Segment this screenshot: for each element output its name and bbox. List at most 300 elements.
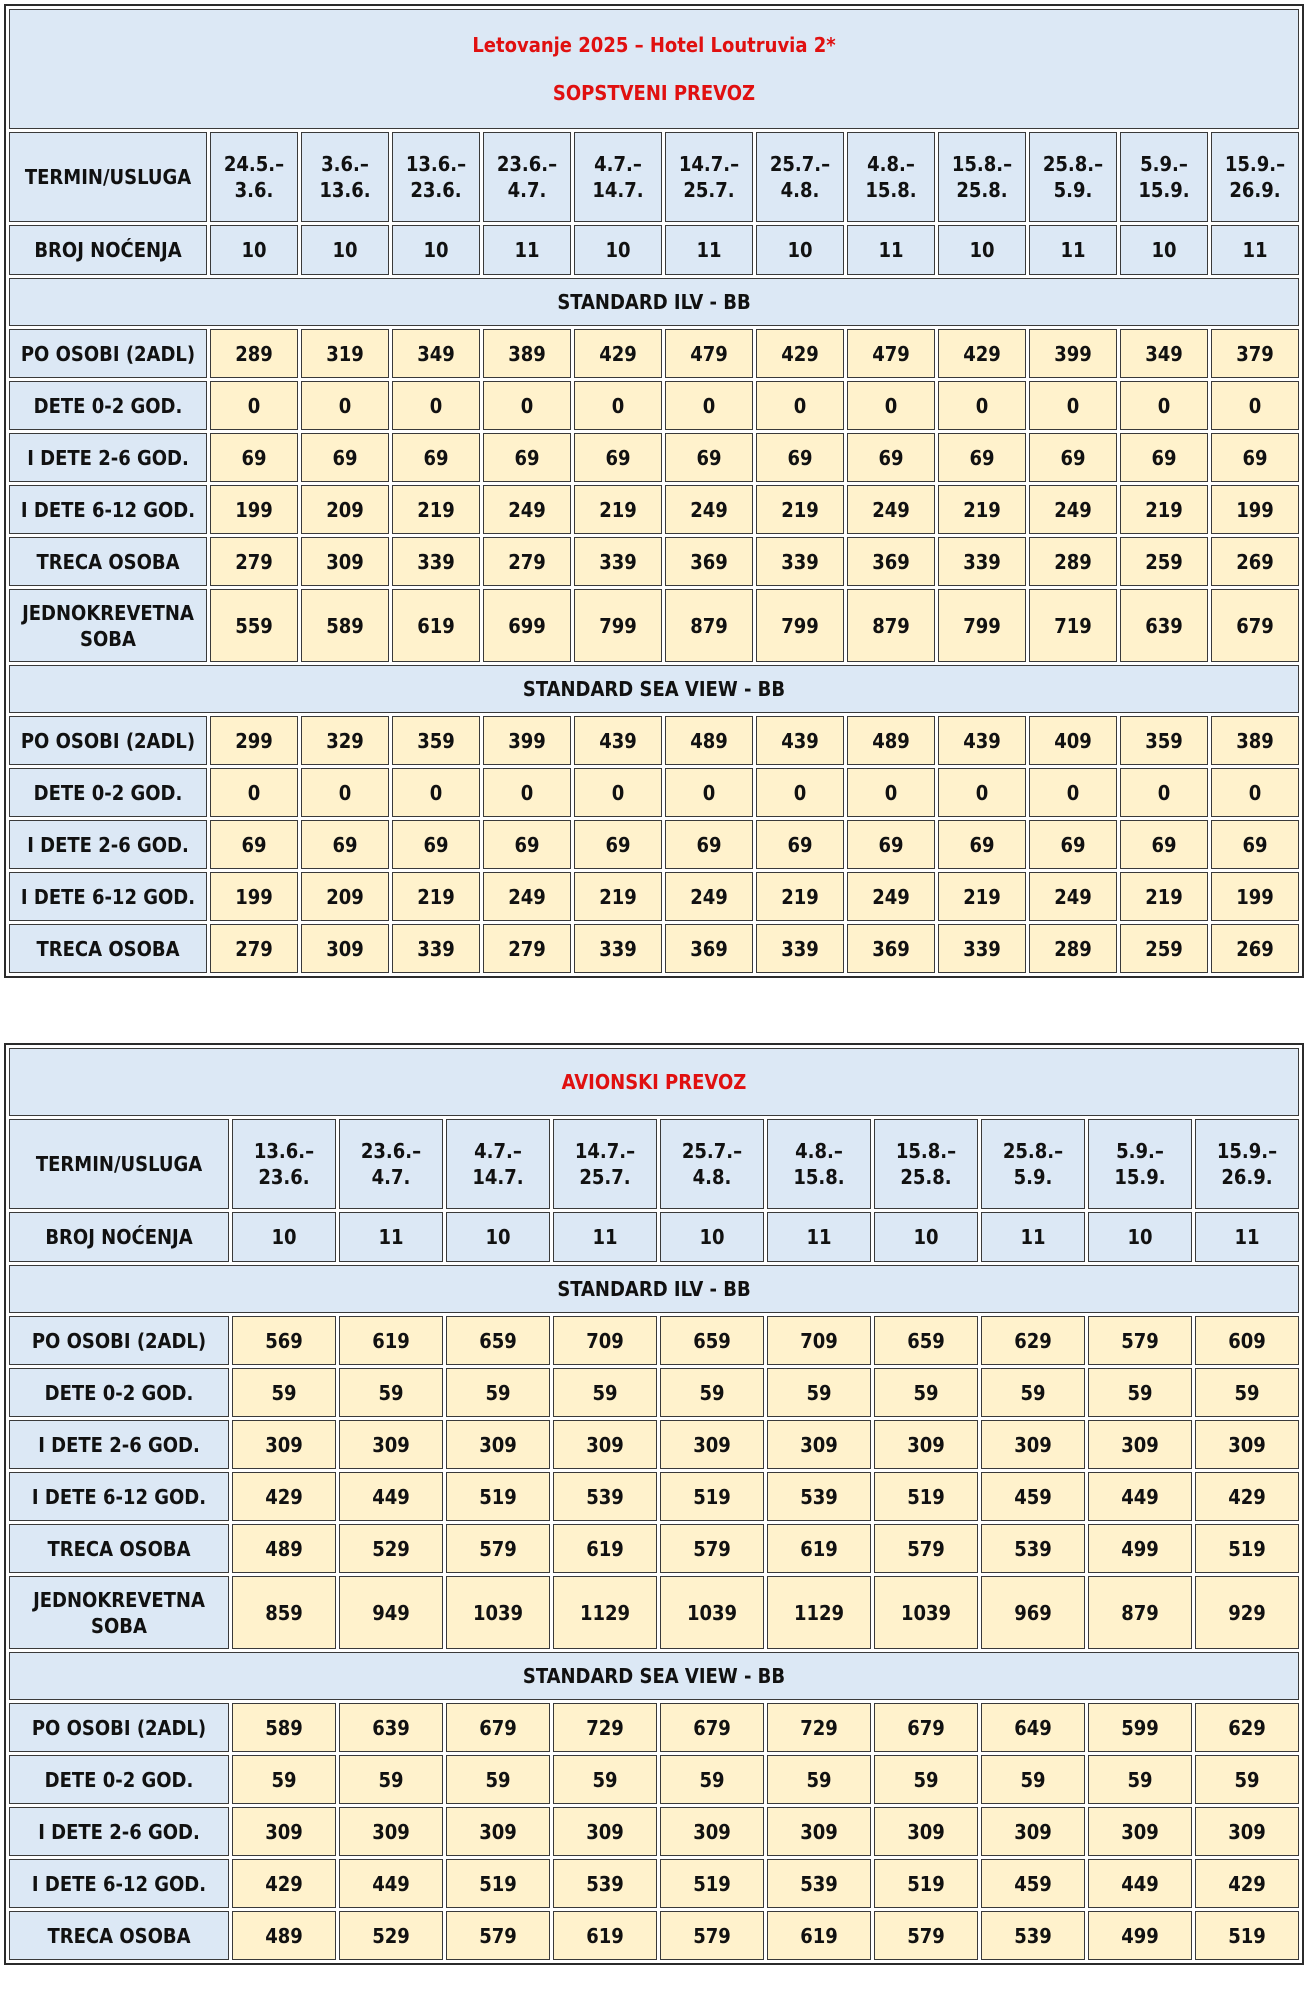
period-cell	[553, 1119, 657, 1209]
price-row	[9, 329, 1299, 378]
price-cell: 69	[1211, 433, 1299, 482]
period-end: 3.6.	[234, 178, 274, 202]
price-cell: 529	[339, 1911, 443, 1960]
row-label: PO OSOBI (2ADL)	[9, 329, 207, 378]
price-cell: 199	[1211, 872, 1299, 921]
price-cell: 59	[446, 1755, 550, 1804]
period-header-row	[9, 1119, 1299, 1209]
price-cell: 309	[553, 1420, 657, 1469]
period-cell	[1211, 132, 1299, 222]
price-cell: 339	[574, 924, 662, 973]
nights-cell: 11	[1029, 225, 1117, 275]
price-cell: 499	[1088, 1911, 1192, 1960]
price-cell: 539	[981, 1911, 1085, 1960]
section-header-row	[9, 665, 1299, 713]
price-cell: 529	[339, 1524, 443, 1573]
price-cell: 0	[574, 768, 662, 817]
price-cell: 1039	[446, 1576, 550, 1649]
price-cell: 349	[1120, 329, 1208, 378]
price-cell: 289	[210, 329, 298, 378]
period-end: 4.7.	[371, 1165, 411, 1189]
period-end: 25.8.	[900, 1165, 952, 1189]
period-start: 3.6.–	[321, 152, 369, 176]
price-cell: 0	[1029, 768, 1117, 817]
period-cell	[660, 1119, 764, 1209]
period-start: 5.9.–	[1140, 152, 1188, 176]
price-cell: 449	[1088, 1859, 1192, 1908]
price-cell: 799	[574, 589, 662, 662]
row-label: TRECA OSOBA	[9, 924, 207, 973]
period-end: 25.7.	[579, 1165, 631, 1189]
period-cell	[847, 132, 935, 222]
price-cell: 589	[232, 1703, 336, 1752]
row-label-line: JEDNOKREVETNA	[22, 600, 194, 625]
price-cell: 59	[232, 1368, 336, 1417]
price-cell: 309	[301, 924, 389, 973]
price-cell: 309	[339, 1807, 443, 1856]
period-cell	[1029, 132, 1117, 222]
price-cell: 309	[767, 1807, 871, 1856]
price-cell: 289	[1029, 924, 1117, 973]
period-start: 15.8.–	[951, 152, 1013, 176]
title-row	[9, 1048, 1299, 1116]
price-cell: 439	[938, 716, 1026, 765]
price-row	[9, 485, 1299, 534]
period-end: 5.9.	[1053, 178, 1093, 202]
price-cell: 579	[660, 1524, 764, 1573]
price-cell: 0	[301, 381, 389, 430]
price-cell: 339	[756, 537, 844, 586]
price-cell: 69	[1029, 433, 1117, 482]
period-end: 15.9.	[1114, 1165, 1166, 1189]
price-cell: 799	[938, 589, 1026, 662]
price-row	[9, 381, 1299, 430]
price-cell: 499	[1088, 1524, 1192, 1573]
nights-cell: 11	[1195, 1212, 1299, 1262]
price-row	[9, 1807, 1299, 1856]
price-cell: 59	[660, 1368, 764, 1417]
price-cell: 429	[232, 1859, 336, 1908]
nights-cell: 10	[1088, 1212, 1192, 1262]
nights-cell: 10	[938, 225, 1026, 275]
period-cell	[665, 132, 753, 222]
price-cell: 219	[392, 872, 480, 921]
price-cell: 259	[1120, 924, 1208, 973]
price-cell: 339	[756, 924, 844, 973]
price-cell: 619	[767, 1524, 871, 1573]
price-cell: 339	[938, 924, 1026, 973]
price-cell: 539	[767, 1859, 871, 1908]
period-end: 23.6.	[258, 1165, 310, 1189]
price-row	[9, 1911, 1299, 1960]
price-cell: 519	[874, 1859, 978, 1908]
price-cell: 519	[660, 1859, 764, 1908]
price-cell: 219	[938, 872, 1026, 921]
price-row	[9, 1316, 1299, 1365]
nights-cell: 11	[553, 1212, 657, 1262]
price-cell: 0	[1120, 381, 1208, 430]
price-cell: 69	[392, 433, 480, 482]
period-start: 4.8.–	[867, 152, 915, 176]
price-row	[9, 1859, 1299, 1908]
period-start: 14.7.–	[678, 152, 740, 176]
nights-cell: 11	[767, 1212, 871, 1262]
price-cell: 59	[874, 1368, 978, 1417]
price-cell: 619	[392, 589, 480, 662]
transport-subtitle: SOPSTVENI PREVOZ	[552, 81, 756, 105]
price-cell: 459	[981, 1472, 1085, 1521]
price-cell: 69	[938, 820, 1026, 869]
price-cell: 479	[847, 329, 935, 378]
row-label: I DETE 2-6 GOD.	[9, 1420, 229, 1469]
row-label: PO OSOBI (2ADL)	[9, 1703, 229, 1752]
price-cell: 489	[665, 716, 753, 765]
price-cell: 709	[553, 1316, 657, 1365]
price-cell: 209	[301, 485, 389, 534]
price-cell: 0	[665, 381, 753, 430]
price-cell: 629	[981, 1316, 1085, 1365]
price-cell: 429	[756, 329, 844, 378]
price-cell: 269	[1211, 924, 1299, 973]
price-row	[9, 1420, 1299, 1469]
period-end: 13.6.	[319, 178, 371, 202]
nights-cell: 10	[660, 1212, 764, 1262]
price-cell: 879	[1088, 1576, 1192, 1649]
price-cell: 639	[339, 1703, 443, 1752]
period-start: 25.7.–	[769, 152, 831, 176]
price-cell: 649	[981, 1703, 1085, 1752]
price-cell: 0	[574, 381, 662, 430]
price-cell: 309	[660, 1420, 764, 1469]
price-cell: 69	[210, 433, 298, 482]
period-cell	[981, 1119, 1085, 1209]
room-type-title: STANDARD ILV - BB	[9, 1265, 1299, 1313]
period-end: 25.7.	[683, 178, 735, 202]
price-cell: 249	[483, 872, 571, 921]
period-cell	[210, 132, 298, 222]
period-end: 15.8.	[865, 178, 917, 202]
price-cell: 369	[665, 537, 753, 586]
price-cell: 429	[232, 1472, 336, 1521]
price-cell: 69	[574, 820, 662, 869]
price-cell: 439	[574, 716, 662, 765]
price-cell: 729	[553, 1703, 657, 1752]
section-header-row	[9, 278, 1299, 326]
period-end: 26.9.	[1229, 178, 1281, 202]
period-cell	[301, 132, 389, 222]
period-start: 5.9.–	[1116, 1139, 1164, 1163]
price-cell: 249	[483, 485, 571, 534]
row-label: DETE 0-2 GOD.	[9, 768, 207, 817]
row-label: TRECA OSOBA	[9, 537, 207, 586]
price-cell: 579	[874, 1911, 978, 1960]
price-cell: 249	[847, 872, 935, 921]
price-cell: 59	[339, 1368, 443, 1417]
price-cell: 69	[665, 820, 753, 869]
price-cell: 69	[301, 820, 389, 869]
period-cell	[574, 132, 662, 222]
period-cell	[1120, 132, 1208, 222]
price-cell: 309	[1195, 1420, 1299, 1469]
price-cell: 519	[660, 1472, 764, 1521]
price-cell: 519	[446, 1859, 550, 1908]
hotel-title: Letovanje 2025 – Hotel Loutruvia 2*	[472, 33, 836, 57]
price-cell: 709	[767, 1316, 871, 1365]
price-cell: 309	[874, 1807, 978, 1856]
price-cell: 369	[847, 537, 935, 586]
row-label: DETE 0-2 GOD.	[9, 1755, 229, 1804]
nights-cell: 10	[232, 1212, 336, 1262]
price-cell: 59	[553, 1368, 657, 1417]
price-cell: 69	[210, 820, 298, 869]
nights-cell: 10	[446, 1212, 550, 1262]
period-end: 25.8.	[956, 178, 1008, 202]
price-cell: 399	[483, 716, 571, 765]
price-cell: 219	[1120, 485, 1208, 534]
nights-cell: 10	[1120, 225, 1208, 275]
price-cell: 429	[574, 329, 662, 378]
price-row	[9, 1576, 1299, 1649]
price-cell: 349	[392, 329, 480, 378]
price-cell: 659	[660, 1316, 764, 1365]
row-label: I DETE 2-6 GOD.	[9, 433, 207, 482]
price-cell: 0	[938, 768, 1026, 817]
period-start: 25.7.–	[681, 1139, 743, 1163]
price-cell: 219	[1120, 872, 1208, 921]
price-cell: 579	[874, 1524, 978, 1573]
row-label: I DETE 2-6 GOD.	[9, 820, 207, 869]
price-cell: 59	[1195, 1755, 1299, 1804]
nights-cell: 11	[483, 225, 571, 275]
row-label: PO OSOBI (2ADL)	[9, 716, 207, 765]
price-cell: 369	[847, 924, 935, 973]
price-cell: 0	[1211, 381, 1299, 430]
price-cell: 319	[301, 329, 389, 378]
price-cell: 249	[665, 485, 753, 534]
price-cell: 579	[1088, 1316, 1192, 1365]
price-cell: 969	[981, 1576, 1085, 1649]
price-cell: 219	[574, 872, 662, 921]
price-cell: 309	[1195, 1807, 1299, 1856]
period-start: 23.6.–	[496, 152, 558, 176]
price-cell: 559	[210, 589, 298, 662]
price-table-air-transport	[4, 1043, 1304, 1965]
nights-row	[9, 225, 1299, 275]
price-cell: 489	[232, 1911, 336, 1960]
price-cell: 699	[483, 589, 571, 662]
price-cell: 309	[232, 1807, 336, 1856]
period-cell	[483, 132, 571, 222]
period-end: 23.6.	[410, 178, 462, 202]
price-cell: 1039	[874, 1576, 978, 1649]
nights-cell: 10	[574, 225, 662, 275]
price-cell: 309	[981, 1420, 1085, 1469]
price-cell: 0	[847, 768, 935, 817]
period-cell	[767, 1119, 871, 1209]
price-cell: 879	[665, 589, 753, 662]
price-cell: 539	[767, 1472, 871, 1521]
price-table-own-transport	[4, 4, 1304, 978]
price-cell: 309	[981, 1807, 1085, 1856]
table-title	[9, 1048, 1299, 1116]
price-cell: 729	[767, 1703, 871, 1752]
period-start: 4.7.–	[474, 1139, 522, 1163]
price-cell: 0	[392, 768, 480, 817]
price-cell: 619	[339, 1316, 443, 1365]
price-cell: 59	[232, 1755, 336, 1804]
price-cell: 309	[660, 1807, 764, 1856]
price-cell: 629	[1195, 1703, 1299, 1752]
price-cell: 279	[210, 537, 298, 586]
price-cell: 309	[446, 1420, 550, 1469]
price-cell: 69	[756, 433, 844, 482]
price-cell: 69	[574, 433, 662, 482]
price-cell: 279	[483, 537, 571, 586]
nights-label: BROJ NOĆENJA	[9, 225, 207, 275]
price-cell: 0	[210, 381, 298, 430]
price-row	[9, 433, 1299, 482]
row-label-line: SOBA	[80, 626, 136, 651]
price-cell: 1129	[767, 1576, 871, 1649]
price-cell: 59	[767, 1368, 871, 1417]
price-cell: 339	[392, 924, 480, 973]
nights-row	[9, 1212, 1299, 1262]
price-cell: 0	[392, 381, 480, 430]
period-end: 5.9.	[1013, 1165, 1053, 1189]
nights-cell: 10	[301, 225, 389, 275]
row-label: I DETE 6-12 GOD.	[9, 1472, 229, 1521]
price-cell: 259	[1120, 537, 1208, 586]
row-label: DETE 0-2 GOD.	[9, 1368, 229, 1417]
price-cell: 309	[446, 1807, 550, 1856]
price-cell: 569	[232, 1316, 336, 1365]
price-cell: 69	[483, 820, 571, 869]
price-cell: 339	[938, 537, 1026, 586]
period-end: 4.8.	[780, 178, 820, 202]
period-cell	[446, 1119, 550, 1209]
price-cell: 59	[660, 1755, 764, 1804]
price-cell: 429	[938, 329, 1026, 378]
price-cell: 929	[1195, 1576, 1299, 1649]
price-cell: 69	[1120, 433, 1208, 482]
price-cell: 69	[1120, 820, 1208, 869]
price-cell: 249	[1029, 872, 1117, 921]
period-end: 14.7.	[472, 1165, 524, 1189]
price-row	[9, 1368, 1299, 1417]
price-row	[9, 589, 1299, 662]
row-label: TRECA OSOBA	[9, 1911, 229, 1960]
price-cell: 0	[301, 768, 389, 817]
price-cell: 719	[1029, 589, 1117, 662]
period-end: 15.8.	[793, 1165, 845, 1189]
price-cell: 359	[392, 716, 480, 765]
price-cell: 339	[392, 537, 480, 586]
period-start: 13.6.–	[405, 152, 467, 176]
row-label: PO OSOBI (2ADL)	[9, 1316, 229, 1365]
price-cell: 0	[483, 768, 571, 817]
price-cell: 69	[847, 433, 935, 482]
period-start: 13.6.–	[253, 1139, 315, 1163]
price-cell: 59	[1195, 1368, 1299, 1417]
price-row	[9, 1472, 1299, 1521]
price-cell: 69	[301, 433, 389, 482]
price-cell: 59	[981, 1368, 1085, 1417]
price-cell: 369	[665, 924, 753, 973]
price-cell: 69	[1211, 820, 1299, 869]
price-cell: 209	[301, 872, 389, 921]
period-end: 14.7.	[592, 178, 644, 202]
price-cell: 659	[446, 1316, 550, 1365]
price-cell: 0	[847, 381, 935, 430]
row-label	[9, 1576, 229, 1649]
period-start: 23.6.–	[360, 1139, 422, 1163]
price-cell: 0	[1029, 381, 1117, 430]
price-cell: 579	[660, 1911, 764, 1960]
period-cell	[938, 132, 1026, 222]
price-cell: 219	[392, 485, 480, 534]
price-cell: 519	[1195, 1524, 1299, 1573]
price-cell: 799	[756, 589, 844, 662]
price-cell: 219	[756, 485, 844, 534]
price-cell: 59	[1088, 1755, 1192, 1804]
nights-cell: 10	[756, 225, 844, 275]
price-cell: 949	[339, 1576, 443, 1649]
price-cell: 0	[756, 768, 844, 817]
price-row	[9, 1755, 1299, 1804]
price-cell: 0	[938, 381, 1026, 430]
nights-label: BROJ NOĆENJA	[9, 1212, 229, 1262]
period-end: 4.7.	[507, 178, 547, 202]
price-cell: 609	[1195, 1316, 1299, 1365]
price-cell: 0	[665, 768, 753, 817]
room-type-title: STANDARD ILV - BB	[9, 278, 1299, 326]
price-cell: 249	[1029, 485, 1117, 534]
price-cell: 579	[446, 1911, 550, 1960]
row-label-line: SOBA	[91, 1613, 147, 1638]
price-cell: 409	[1029, 716, 1117, 765]
price-cell: 0	[210, 768, 298, 817]
row-label: DETE 0-2 GOD.	[9, 381, 207, 430]
price-cell: 69	[938, 433, 1026, 482]
header-label: TERMIN/USLUGA	[9, 132, 207, 222]
row-label	[9, 589, 207, 662]
price-row	[9, 768, 1299, 817]
price-cell: 309	[339, 1420, 443, 1469]
section-header-row	[9, 1652, 1299, 1700]
title-row	[9, 9, 1299, 129]
price-cell: 249	[847, 485, 935, 534]
price-row	[9, 820, 1299, 869]
price-cell: 199	[1211, 485, 1299, 534]
price-cell: 269	[1211, 537, 1299, 586]
price-cell: 449	[339, 1859, 443, 1908]
price-cell: 589	[301, 589, 389, 662]
nights-cell: 10	[210, 225, 298, 275]
price-cell: 679	[1211, 589, 1299, 662]
price-cell: 1039	[660, 1576, 764, 1649]
price-cell: 659	[874, 1316, 978, 1365]
row-label: TRECA OSOBA	[9, 1524, 229, 1573]
price-cell: 429	[1195, 1472, 1299, 1521]
price-row	[9, 716, 1299, 765]
price-cell: 199	[210, 872, 298, 921]
period-header-row	[9, 132, 1299, 222]
price-cell: 69	[847, 820, 935, 869]
section-header-row	[9, 1265, 1299, 1313]
nights-cell: 11	[847, 225, 935, 275]
price-cell: 69	[665, 433, 753, 482]
row-label: I DETE 2-6 GOD.	[9, 1807, 229, 1856]
